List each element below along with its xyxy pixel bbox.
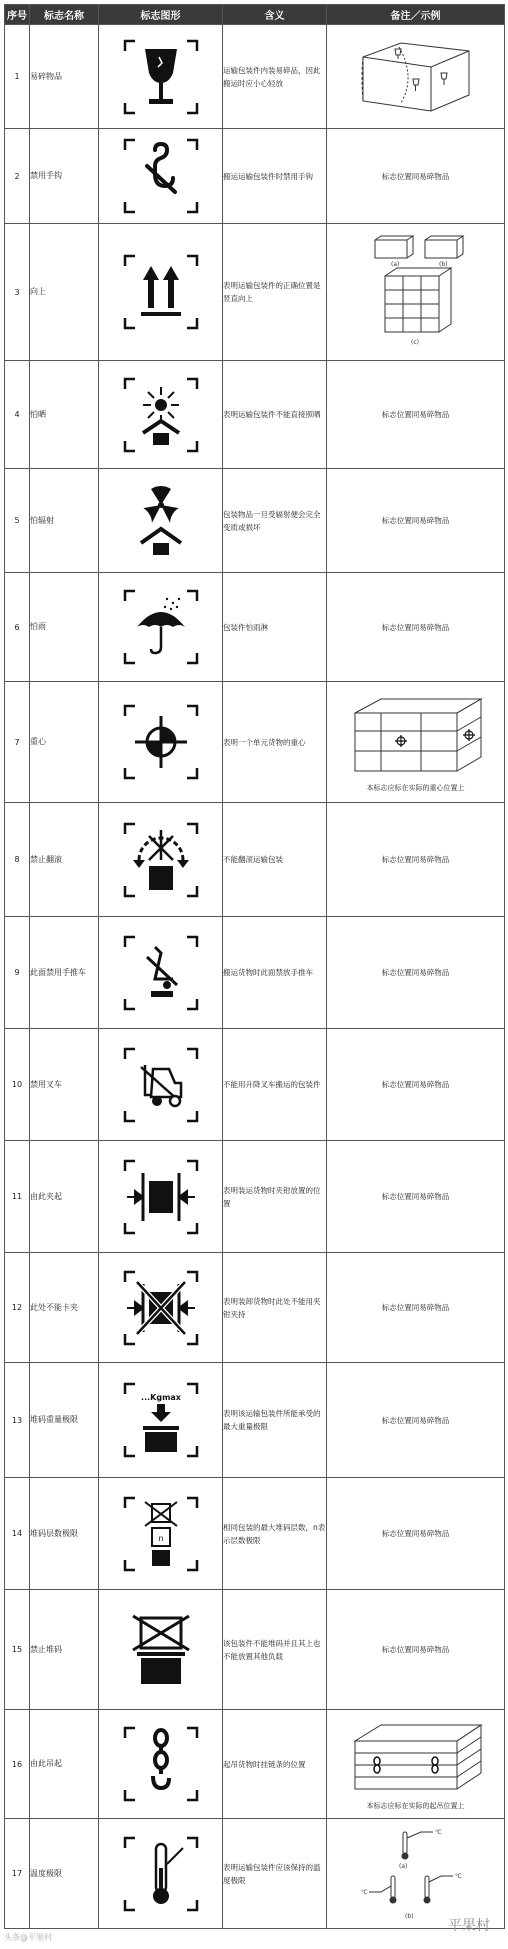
row-meaning: 表明一个单元货物的重心: [223, 682, 327, 803]
center-of-gravity-icon: [99, 682, 223, 803]
table-row: [5, 803, 505, 917]
row-name: 堆码层数极限: [30, 1478, 99, 1590]
row-meaning: 包装件怕雨淋: [223, 573, 327, 682]
header-icon: 标志图形: [99, 5, 223, 25]
row-no: 3: [5, 224, 30, 361]
table-row: [5, 1710, 505, 1819]
table-row: [5, 224, 505, 361]
row-name: 温度极限: [30, 1819, 99, 1929]
row-no: 4: [5, 361, 30, 469]
table-row: [5, 361, 505, 469]
table-row: [5, 1141, 505, 1253]
no-forklift-icon: [99, 1029, 223, 1141]
row-name: 禁止堆码: [30, 1590, 99, 1710]
row-meaning: 不能用升降叉车搬运的包装件: [223, 1029, 327, 1141]
row-note: 标志位置同易碎物品: [327, 1141, 505, 1253]
layer-count-label: n: [157, 1533, 164, 1543]
packaging-marks-table: [4, 4, 505, 1929]
upright-boxes-illustration: [341, 232, 491, 352]
table-row: [5, 573, 505, 682]
row-meaning: 相同包装的最大堆码层数，n表示层数极限: [223, 1478, 327, 1590]
label-a: (a): [390, 261, 399, 268]
row-meaning: 表明运输包装件不能直接照晒: [223, 361, 327, 469]
no-hook-icon: [99, 129, 223, 224]
sling-here-chain-icon: [99, 1710, 223, 1819]
row-meaning: 包装物品一旦受辐射便会完全变质或损坏: [223, 469, 327, 573]
no-hand-truck-icon: [99, 917, 223, 1029]
row-name: 此面禁用手推车: [30, 917, 99, 1029]
do-not-roll-icon: [99, 803, 223, 917]
row-note: 标志位置同易碎物品: [327, 917, 505, 1029]
row-note: [327, 25, 505, 129]
row-name: 重心: [30, 682, 99, 803]
table-row: [5, 917, 505, 1029]
header-note: 备注／示例: [327, 5, 505, 25]
stacking-weight-limit-icon: [99, 1363, 223, 1478]
header-meaning: 含义: [223, 5, 327, 25]
row-note: 标志位置同易碎物品: [327, 573, 505, 682]
row-no: 15: [5, 1590, 30, 1710]
stacking-layer-limit-icon: [99, 1478, 223, 1590]
keep-away-from-sun-icon: [99, 361, 223, 469]
row-note: 标志位置同易碎物品: [327, 469, 505, 573]
row-note: [327, 1819, 505, 1929]
weight-limit-label: ...Kgmax: [140, 1393, 181, 1402]
gravity-crate-illustration: [341, 691, 491, 781]
table-row: [5, 1478, 505, 1590]
fragile-glass-icon: [99, 25, 223, 129]
row-name: 禁用手钩: [30, 129, 99, 224]
label-b: (b): [404, 1912, 413, 1920]
row-meaning: 表明运输包装件的正确位置是竖直向上: [223, 224, 327, 361]
row-meaning: 不能翻滚运输包装: [223, 803, 327, 917]
row-no: 10: [5, 1029, 30, 1141]
fragile-box-illustration: [341, 37, 491, 117]
label-a: (a): [398, 1862, 407, 1870]
row-no: 1: [5, 25, 30, 129]
table-row: [5, 1819, 505, 1929]
keep-dry-umbrella-icon: [99, 573, 223, 682]
row-meaning: 表明运输包装件应该保持的温度极限: [223, 1819, 327, 1929]
watermark: 平果村: [448, 1918, 490, 1934]
row-meaning: 表明装卸货物时此处不能用夹钳夹持: [223, 1253, 327, 1363]
row-meaning: 搬运运输包装件时禁用手钩: [223, 129, 327, 224]
row-name: 怕晒: [30, 361, 99, 469]
row-name: 易碎物品: [30, 25, 99, 129]
temp-unit-b1: ℃: [360, 1888, 368, 1896]
row-no: 11: [5, 1141, 30, 1253]
row-no: 13: [5, 1363, 30, 1478]
row-name: 向上: [30, 224, 99, 361]
row-meaning: 该包装件不能堆码并且其上也不能放置其他负载: [223, 1590, 327, 1710]
table-header-row: [5, 5, 505, 25]
row-note-caption: 本标志应标在实际的起吊位置上: [366, 1802, 465, 1810]
row-meaning: 表明装运货物时夹钳放置的位置: [223, 1141, 327, 1253]
row-no: 8: [5, 803, 30, 917]
row-name: 此处不能卡夹: [30, 1253, 99, 1363]
row-no: 6: [5, 573, 30, 682]
table-row: [5, 1029, 505, 1141]
row-no: 2: [5, 129, 30, 224]
row-no: 17: [5, 1819, 30, 1929]
row-note: 标志位置同易碎物品: [327, 1253, 505, 1363]
row-note: [327, 1710, 505, 1819]
row-name: 怕辐射: [30, 469, 99, 573]
watermark-left: 头条@平果村: [4, 1933, 52, 1942]
do-not-stack-icon: [99, 1590, 223, 1710]
row-note: 标志位置同易碎物品: [327, 1029, 505, 1141]
do-not-clamp-icon: [99, 1253, 223, 1363]
clamp-here-icon: [99, 1141, 223, 1253]
row-no: 5: [5, 469, 30, 573]
row-note: 标志位置同易碎物品: [327, 1478, 505, 1590]
row-no: 12: [5, 1253, 30, 1363]
row-name: 禁止翻滚: [30, 803, 99, 917]
row-meaning: 起吊货物时挂链条的位置: [223, 1710, 327, 1819]
temperature-limit-icon: [99, 1819, 223, 1929]
row-name: 怕雨: [30, 573, 99, 682]
label-b: (b): [438, 261, 447, 268]
row-note: 标志位置同易碎物品: [327, 803, 505, 917]
row-name: 禁用叉车: [30, 1029, 99, 1141]
row-note: 标志位置同易碎物品: [327, 1363, 505, 1478]
temp-unit-a: ℃: [434, 1828, 442, 1836]
row-meaning: 表明该运输包装件所能承受的最大重量极限: [223, 1363, 327, 1478]
temp-unit-b2: ℃: [454, 1872, 462, 1880]
table-row: [5, 682, 505, 803]
thermometer-examples-illustration: [341, 1824, 491, 1924]
row-note: 标志位置同易碎物品: [327, 129, 505, 224]
radiation-icon: [99, 469, 223, 573]
label-c: (c): [410, 339, 419, 346]
table-row: [5, 1363, 505, 1478]
row-no: 7: [5, 682, 30, 803]
row-note: [327, 224, 505, 361]
header-name: 标志名称: [30, 5, 99, 25]
row-no: 9: [5, 917, 30, 1029]
row-note: 标志位置同易碎物品: [327, 361, 505, 469]
row-meaning: 搬运货物时此面禁放手推车: [223, 917, 327, 1029]
row-meaning: 运输包装件内装易碎品，因此搬运时应小心轻放: [223, 25, 327, 129]
table-row: [5, 129, 505, 224]
row-note: [327, 682, 505, 803]
table-row: [5, 469, 505, 573]
row-note: 标志位置同易碎物品: [327, 1590, 505, 1710]
row-no: 14: [5, 1478, 30, 1590]
row-name: 由此夹起: [30, 1141, 99, 1253]
row-name: 由此吊起: [30, 1710, 99, 1819]
row-note-caption: 本标志应标在实际的重心位置上: [366, 784, 465, 792]
row-name: 堆码重量极限: [30, 1363, 99, 1478]
table-row: [5, 1253, 505, 1363]
this-way-up-icon: [99, 224, 223, 361]
table-row: [5, 1590, 505, 1710]
sling-crate-illustration: [341, 1717, 491, 1799]
row-no: 16: [5, 1710, 30, 1819]
table-row: [5, 25, 505, 129]
header-no: 序号: [5, 5, 30, 25]
